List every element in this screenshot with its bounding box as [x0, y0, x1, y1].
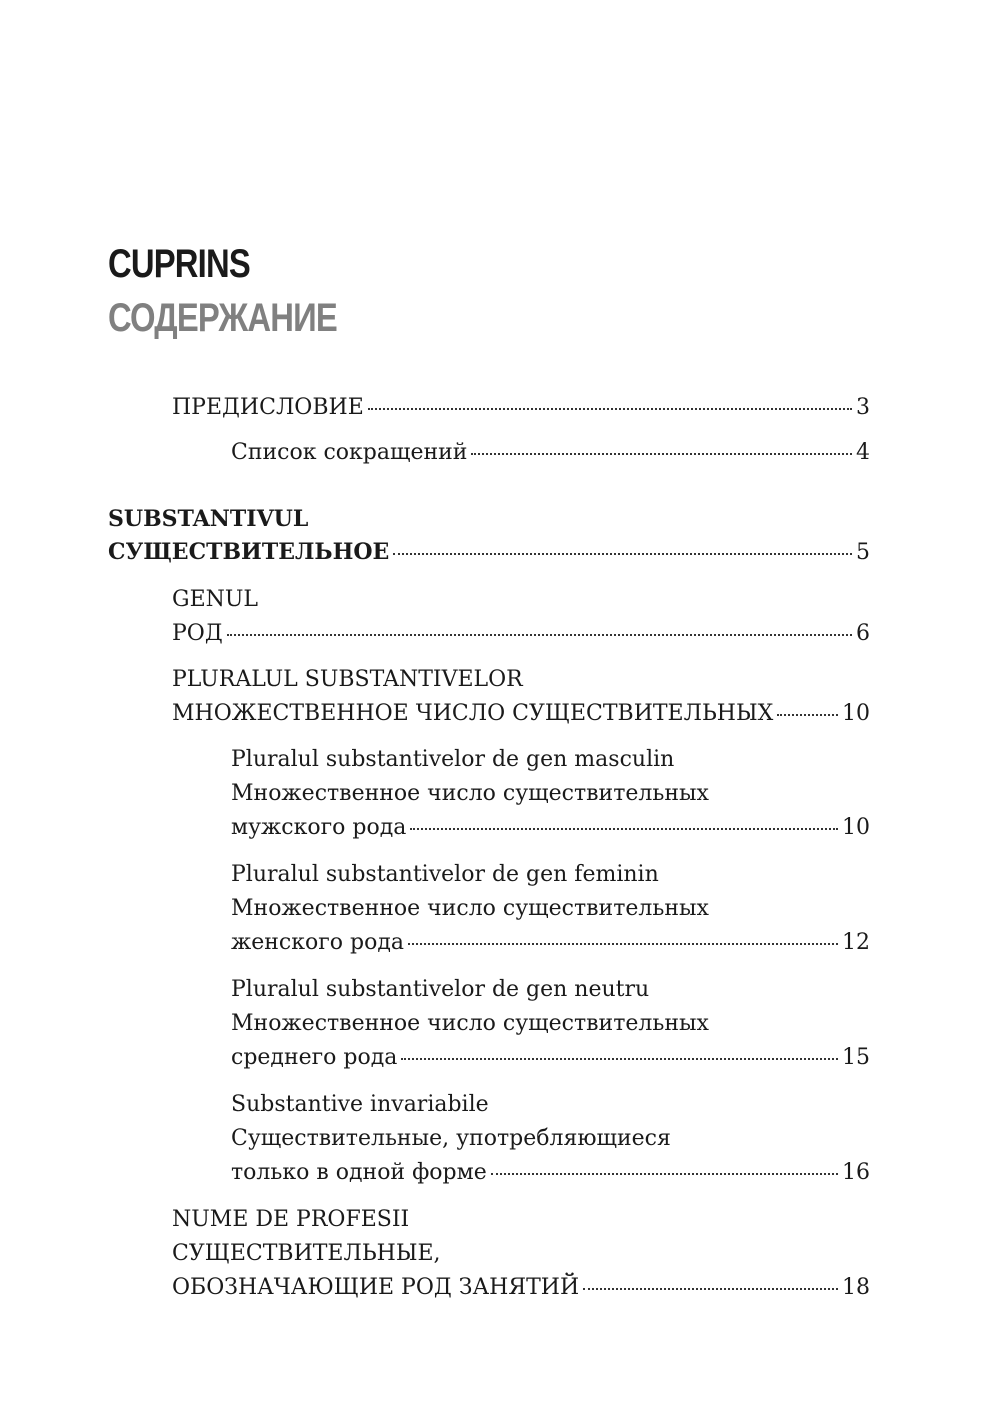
toc-page-number: 3 — [856, 395, 870, 420]
toc-entry-title: СУЩЕСТВИТЕЛЬНОЕ — [108, 539, 390, 565]
toc-entry-title: МНОЖЕСТВЕННОЕ ЧИСЛО СУЩЕСТВИТЕЛЬНЫХ — [172, 701, 774, 726]
toc-entry-feminine[interactable] — [231, 928, 870, 958]
dot-leader — [368, 407, 852, 410]
toc-entry-plural[interactable] — [172, 699, 870, 729]
toc-entry-title: Список сокращений — [231, 440, 468, 465]
toc-entry-title: женского рода — [231, 930, 404, 955]
dot-leader — [777, 713, 838, 716]
toc-page-number: 16 — [842, 1160, 870, 1185]
toc-entry-professions[interactable] — [172, 1273, 870, 1303]
toc-page-number: 6 — [856, 621, 870, 646]
toc-entry-invariable[interactable] — [231, 1158, 870, 1188]
toc-page-number: 4 — [856, 440, 870, 465]
toc-entry-title: ОБОЗНАЧАЮЩИЕ РОД ЗАНЯТИЙ — [172, 1275, 580, 1300]
toc-page-number: 18 — [842, 1275, 870, 1300]
dot-leader — [410, 827, 838, 830]
toc-page-number: 15 — [842, 1045, 870, 1070]
toc-entry-title: только в одной форме — [231, 1160, 487, 1185]
toc-entry-plural-romanian: PLURALUL SUBSTANTIVELOR — [172, 667, 523, 692]
dot-leader — [393, 552, 852, 555]
contents-title-romanian: CUPRINS — [108, 242, 250, 286]
toc-entry-invariable-romanian: Substantive invariabile — [231, 1092, 489, 1117]
toc-page-number: 10 — [842, 815, 870, 840]
toc-entry-feminine-russian: Множественное число существительных — [231, 896, 709, 921]
dot-leader — [408, 942, 838, 945]
toc-entry-masculine[interactable] — [231, 813, 870, 843]
toc-entry-professions-russian: СУЩЕСТВИТЕЛЬНЫЕ, — [172, 1241, 441, 1266]
dot-leader — [227, 633, 852, 636]
toc-entry-noun-romanian: SUBSTANTIVUL — [108, 506, 309, 532]
toc-entry-preface[interactable] — [172, 393, 870, 423]
toc-entry-title: мужского рода — [231, 815, 407, 840]
toc-entry-abbreviations[interactable] — [231, 438, 870, 468]
toc-entry-noun[interactable] — [108, 537, 870, 567]
toc-page-number: 12 — [842, 930, 870, 955]
toc-entry-title: РОД — [172, 621, 223, 646]
contents-title-russian: СОДЕРЖАНИЕ — [108, 296, 337, 340]
toc-entry-gender[interactable] — [172, 619, 870, 649]
toc-entry-invariable-russian: Существительные, употребляющиеся — [231, 1126, 671, 1151]
dot-leader — [471, 452, 852, 455]
toc-entry-neuter[interactable] — [231, 1043, 870, 1073]
toc-entry-masculine-romanian: Pluralul substantivelor de gen masculin — [231, 747, 675, 772]
toc-page-number: 5 — [856, 540, 870, 565]
toc-entry-masculine-russian: Множественное число существительных — [231, 781, 709, 806]
dot-leader — [583, 1287, 838, 1290]
dot-leader — [491, 1172, 838, 1175]
toc-entry-professions-romanian: NUME DE PROFESII — [172, 1207, 410, 1232]
toc-entry-gender-romanian: GENUL — [172, 587, 259, 612]
toc-entry-feminine-romanian: Pluralul substantivelor de gen feminin — [231, 862, 659, 887]
dot-leader — [401, 1057, 838, 1060]
toc-entry-neuter-russian: Множественное число существительных — [231, 1011, 709, 1036]
toc-page-number: 10 — [842, 701, 870, 726]
toc-entry-title: среднего рода — [231, 1045, 398, 1070]
toc-entry-neuter-romanian: Pluralul substantivelor de gen neutru — [231, 977, 650, 1002]
toc-entry-title: ПРЕДИСЛОВИЕ — [172, 395, 364, 420]
